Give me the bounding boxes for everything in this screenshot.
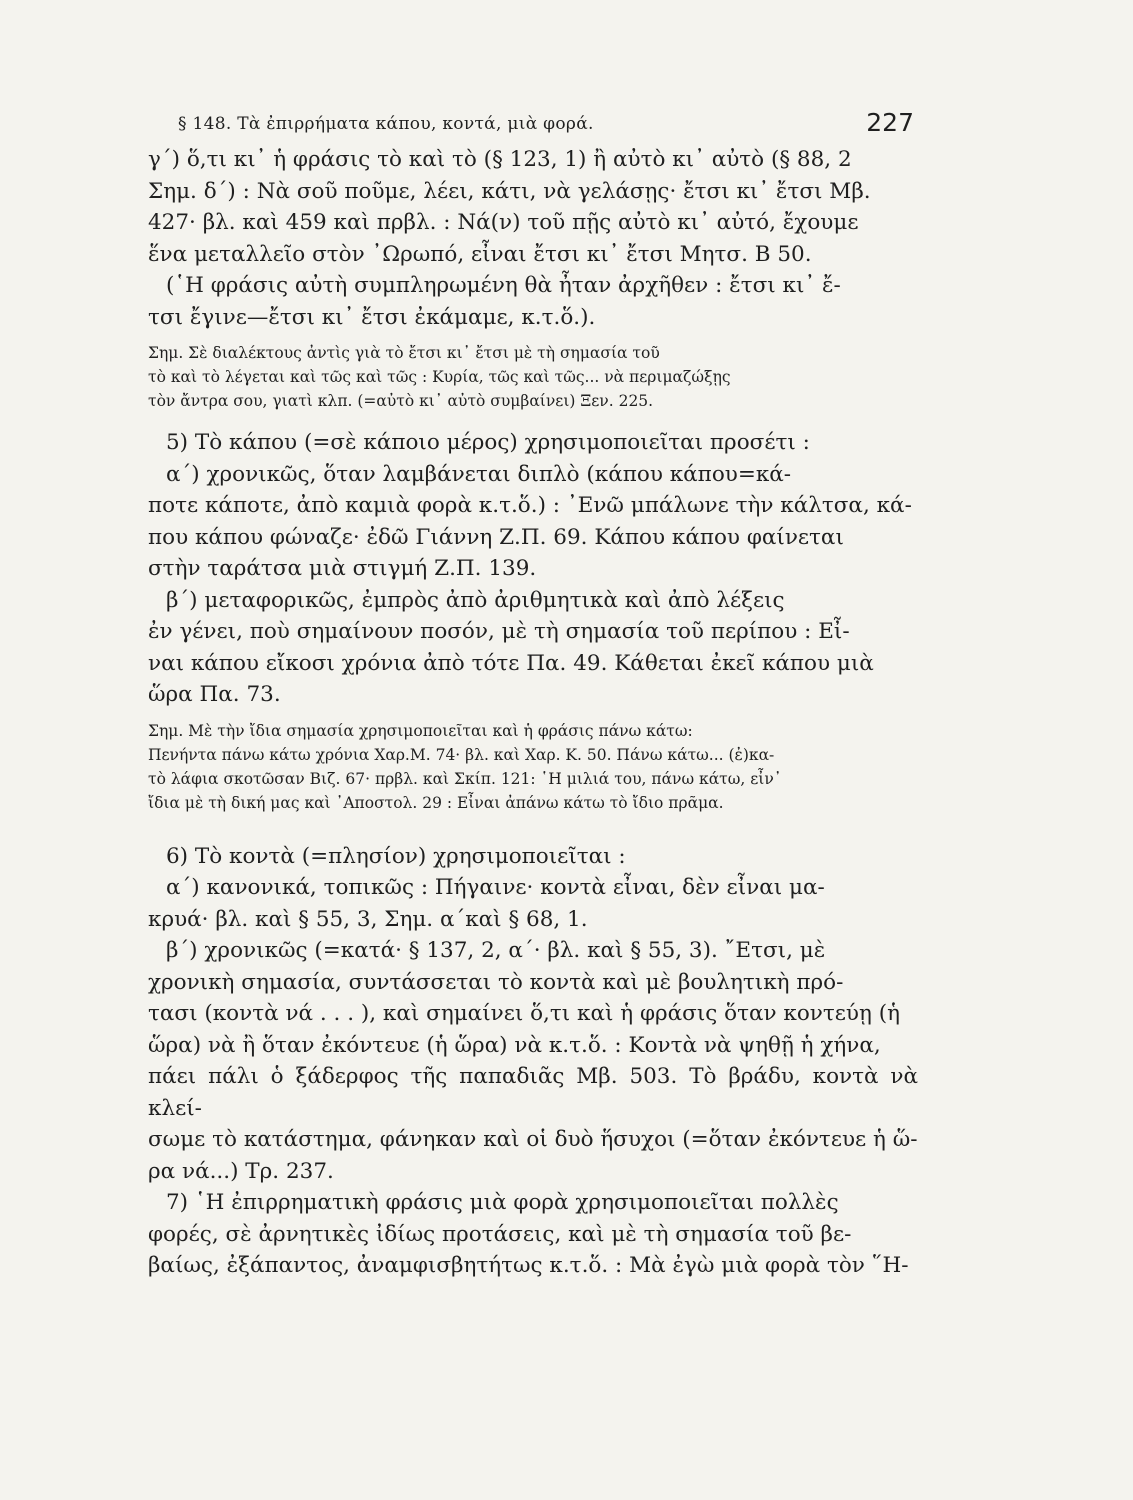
text-line: ὥρα Πα. 73. xyxy=(148,682,281,707)
text-line: τσι ἔγινε—ἔτσι κι᾿ ἔτσι ἐκάμαμε, κ.τ.ὅ.). xyxy=(148,304,596,330)
section-6 xyxy=(148,841,918,1188)
text-line: 7) ῾Η ἐπιρρηματικὴ φράσις μιὰ φορὰ χρησιμοποιεῖται πολλὲς xyxy=(166,1190,839,1215)
text-line: β΄) χρονικῶς (=κατά· § 137, 2, α΄· βλ. καὶ § 55, 3). ῎Ετσι, μὲ xyxy=(166,938,826,963)
text-line: χρονικὴ σημασία, συντάσσεται τὸ κοντὰ καὶ μὲ βουλητικὴ πρό- xyxy=(148,969,844,995)
main-text xyxy=(148,144,918,1282)
note-line: τὸ λάφια σκοτῶσαν Βιζ. 67· πρβλ. καὶ Σκίπ. 121: ῾Η μιλιά του, πάνω κάτω, εἶν᾿ xyxy=(148,769,782,788)
text-line: που κάπου φώναζε· ἐδῶ Γιάννη Ζ.Π. 69. Κάπου κάπου φαίνεται xyxy=(148,524,844,550)
book-page xyxy=(148,104,918,1282)
text-line: 5) Τὸ κάπου (=σὲ κάποιο μέρος) χρησιμοποιεῖται προσέτι : xyxy=(166,430,810,455)
text-line: βαίως, ἐξάπαντος, ἀναμφισβητήτως κ.τ.ὅ. : Μὰ ἐγὼ μιὰ φορὰ τὸν ῞Η- xyxy=(148,1253,909,1278)
note-block xyxy=(148,341,918,413)
text-line: α΄) κανονικά, τοπικῶς : Πήγαινε· κοντὰ εἶναι, δὲν εἶναι μα- xyxy=(166,875,825,900)
text-line: σωμε τὸ κατάστημα, φάνηκαν καὶ οἱ δυὸ ἥσυχοι (=ὅταν ἐκόντευε ἡ ὥ- xyxy=(148,1127,918,1152)
note-line: Σημ. Μὲ τὴν ἴδια σημασία χρησιμοποιεῖται καὶ ἡ φράσις πάνω κάτω: xyxy=(148,721,693,740)
text-line: στὴν ταράτσα μιὰ στιγμή Ζ.Π. 139. xyxy=(148,556,537,581)
paragraph-gamma xyxy=(148,144,918,333)
text-line: φορές, σὲ ἀρνητικὲς ἰδίως προτάσεις, καὶ μὲ τὴ σημασία τοῦ βε- xyxy=(148,1221,852,1247)
section-7 xyxy=(148,1187,918,1282)
text-line: 427· βλ. καὶ 459 καὶ πρβλ. : Νά(ν) τοῦ πῇς αὐτὸ κι᾿ αὐτό, ἔχουμε xyxy=(148,210,859,235)
text-line: ὥρα) νὰ ἢ ὅταν ἐκόντευε (ἡ ὥρα) νὰ κ.τ.ὅ. : Κοντὰ νὰ ψηθῇ ἡ χήνα, xyxy=(148,1032,881,1058)
text-line: 6) Τὸ κοντὰ (=πλησίον) χρησιμοποιεῖται : xyxy=(166,843,626,869)
text-line: τασι (κοντὰ νά . . . ), καὶ σημαίνει ὅ,τι καὶ ἡ φράσις ὅταν κοντεύῃ (ἡ xyxy=(148,1001,900,1026)
note-line: Σημ. Σὲ διαλέκτους ἀντὶς γιὰ τὸ ἔτσι κι᾿ ἔτσι μὲ τὴ σημασία τοῦ xyxy=(148,344,660,362)
text-line: ναι κάπου εἴκοσι χρόνια ἀπὸ τότε Πα. 49. Κάθεται ἐκεῖ κάπου μιὰ xyxy=(148,650,874,676)
text-line: ἕνα μεταλλεῖο στὸν ᾿Ωρωπό, εἶναι ἔτσι κι᾿ ἔτσι Μητσ. Β 50. xyxy=(148,241,812,267)
page-header xyxy=(148,104,918,144)
text-line: ρα νά...) Τρ. 237. xyxy=(148,1158,334,1184)
text-line: Σημ. δ΄) : Νὰ σοῦ ποῦμε, λέει, κάτι, νὰ γελάσῃς· ἔτσι κι᾿ ἔτσι Μβ. xyxy=(148,178,871,204)
running-title: § 148. Τὰ ἐπιρρήματα κάπου, κοντά, μιὰ φορά. xyxy=(178,114,594,134)
page-number: 227 xyxy=(866,108,914,137)
note-line: τὸν ἄντρα σου, γιατὶ κλπ. (=αὐτὸ κι᾿ αὐτὸ συμβαίνει) Ξεν. 225. xyxy=(148,392,654,410)
text-line: α΄) χρονικῶς, ὅταν λαμβάνεται διπλὸ (κάπου κάπου=κά- xyxy=(166,461,792,487)
text-line: β΄) μεταφορικῶς, ἐμπρὸς ἀπὸ ἀριθμητικὰ καὶ ἀπὸ λέξεις xyxy=(166,587,785,613)
note-line: τὸ καὶ τὸ λέγεται καὶ τῶς καὶ τῶς : Κυρία, τῶς καὶ τῶς... νὰ περιμαζώξῃς xyxy=(148,368,731,386)
note-line: ἴδια μὲ τὴ δική μας καὶ ᾿Αποστολ. 29 : Εἶναι ἀπάνω κάτω τὸ ἴδιο πρᾶμα. xyxy=(148,793,724,812)
text-line: ποτε κάποτε, ἀπὸ καμιὰ φορὰ κ.τ.ὅ.) : ᾿Ενῶ μπάλωνε τὴν κάλτσα, κά- xyxy=(148,493,912,518)
text-line: (῾Η φράσις αὐτὴ συμπληρωμένη θὰ ἦταν ἀρχῆθεν : ἔτσι κι᾿ ἔ- xyxy=(166,273,841,298)
note-line: Πενήντα πάνω κάτω χρόνια Χαρ.Μ. 74· βλ. καὶ Χαρ. Κ. 50. Πάνω κάτω... (ἐ)κα- xyxy=(148,745,775,764)
text-line: κρυά· βλ. καὶ § 55, 3, Σημ. α΄καὶ § 68, 1. xyxy=(148,906,588,932)
text-line: γ΄) ὅ,τι κι᾿ ἡ φράσις τὸ καὶ τὸ (§ 123, 1) ἢ αὐτὸ κι᾿ αὐτὸ (§ 88, 2 xyxy=(148,147,852,172)
text-line: ἐν γένει, ποὺ σημαίνουν ποσόν, μὲ τὴ σημασία τοῦ περίπου : Εἶ- xyxy=(148,619,850,644)
note-block xyxy=(148,719,918,815)
section-5 xyxy=(148,427,918,711)
text-line: πάει πάλι ὁ ξάδερφος τῆς παπαδιᾶς Μβ. 503. Τὸ βράδυ, κοντὰ νὰ κλεί- xyxy=(148,1064,918,1121)
